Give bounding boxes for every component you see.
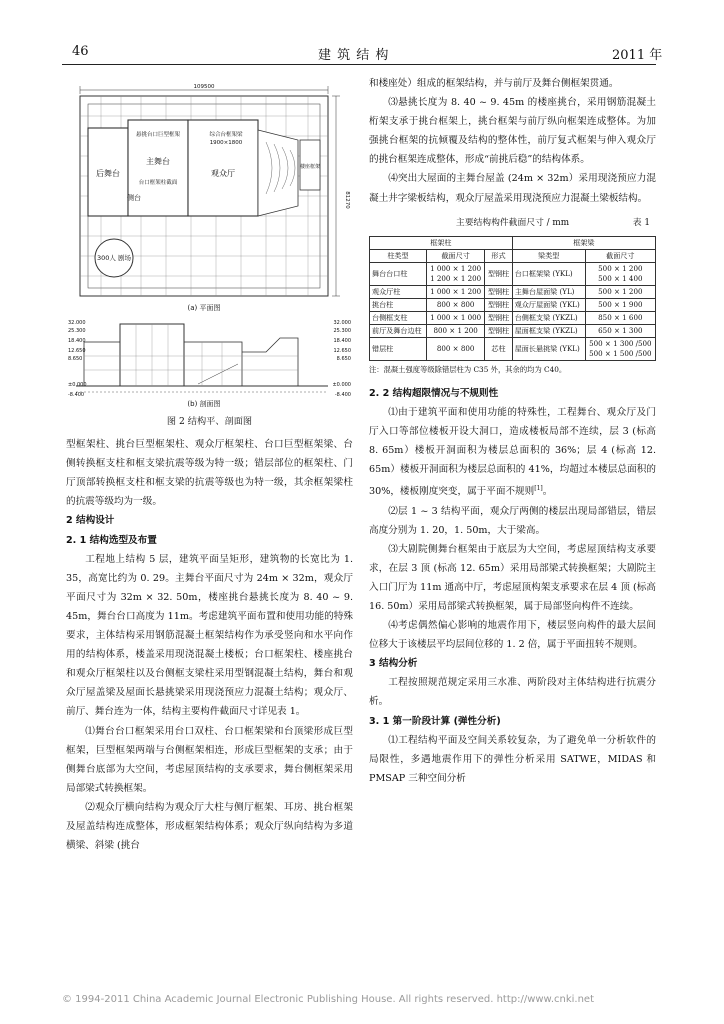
table-cell: 型钢柱	[485, 324, 512, 337]
table-number: 表 1	[632, 217, 650, 228]
table-row	[370, 324, 656, 337]
table-subheader-cell: 截面尺寸	[585, 249, 655, 262]
zone-grand-hall: 300人 剧场	[97, 254, 131, 262]
table-cell: 800 × 800	[426, 337, 484, 360]
plan-note-5: 楼座框架	[299, 164, 321, 170]
table-cell: 1 000 × 1 200	[426, 285, 484, 298]
structure-figure	[66, 80, 353, 410]
table-cell: 挑台柱	[370, 298, 427, 311]
table-cell: 台侧框支柱	[370, 311, 427, 324]
table-note: 注：混凝土强度等级除错层柱为 C35 外，其余的均为 C40。	[369, 364, 567, 374]
right-irr-1-ref: [1]	[534, 485, 543, 493]
table-title-row	[369, 214, 656, 233]
plan-note-3: 1900×1800	[209, 140, 243, 146]
plan-dim-height: 81270	[344, 191, 350, 209]
table-header-beams: 框架梁	[512, 236, 655, 249]
table-cell: 650 × 1 300	[585, 324, 655, 337]
right-para-cont: 和楼座处）组成的框架结构，并与前厅及舞台侧框架贯通。	[369, 78, 619, 89]
page-number: 46	[72, 44, 89, 59]
right-column	[369, 74, 656, 788]
zone-main-stage: 主舞台	[146, 157, 170, 166]
header-rule	[62, 64, 656, 65]
table-cell: 1 000 × 1 200 1 200 × 1 200	[426, 262, 484, 285]
section-level-left: -8.400	[68, 392, 85, 398]
table-subheader-cell: 柱类型	[370, 249, 427, 262]
left-column	[66, 74, 353, 855]
table-title: 主要结构构件截面尺寸 / mm	[455, 217, 570, 228]
section-view	[76, 324, 328, 392]
table-row	[370, 337, 656, 360]
table-cell: 台口框架梁 (YKL)	[512, 262, 585, 285]
plan-note-2: 综合台框架梁	[209, 132, 243, 138]
table-subheader-row	[370, 249, 656, 262]
left-item-1: ⑴舞台台口框架采用台口双柱、台口框架梁和台顶梁形成巨型框架，巨型框架两端与台侧框架相连，形成巨型框架的支承；由于侧舞台底部为大空间，考虑屋顶结构的支承要求，舞台侧框架采用局部梁式转换框架。	[66, 725, 353, 794]
table-row	[370, 298, 656, 311]
table-cell: 800 × 800	[426, 298, 484, 311]
section-level-left: 12.650	[68, 348, 86, 354]
table-cell: 错层柱	[370, 337, 427, 360]
section-level-left: 25.300	[68, 328, 86, 334]
right-irr-1-end: 。	[542, 486, 553, 498]
journal-title: 建 筑 结 构	[318, 48, 390, 63]
table-cell: 观众厅屋面梁 (YKL)	[512, 298, 585, 311]
plan-dim-width: 109500	[193, 84, 215, 90]
section-subcaption: (b) 剖面图	[187, 400, 221, 408]
right-irr-4: ⑷考虑偶然偏心影响的地震作用下，楼层竖向构件的最大层间位移大于该楼层平均层间位移的 1. 2 倍，属于平面扭转不规则。	[369, 620, 656, 651]
right-item-3-1: ⑴工程结构平面及空间关系较复杂，为了避免单一分析软件的局限性，多遇地震作用下的弹性分析采用 SATWE，MIDAS 和 PMSAP 三种空间分析	[369, 734, 656, 784]
section-level-right: ±0.000	[332, 382, 351, 388]
right-irr-1	[369, 403, 656, 502]
plan-note-4: 台口框架柱截面	[138, 180, 178, 186]
right-irr-2: ⑵层 1 ~ 3 结构平面，观众厅两侧的楼层出现局部错层，错层高度分别为 1. 20，1. 50m，大于梁高。	[369, 505, 656, 536]
table-cell: 型钢柱	[485, 298, 512, 311]
table-cell: 型钢柱	[485, 311, 512, 324]
section-level-right: 18.400	[333, 338, 351, 344]
table-cell: 前厅及舞台边柱	[370, 324, 427, 337]
section-3-1-heading: 3. 1 第一阶段计算 (弹性分析)	[369, 715, 501, 727]
section-level-right: 8.650	[336, 356, 351, 362]
zone-side-stage: 侧台	[127, 194, 141, 202]
table-row	[370, 311, 656, 324]
left-para-cont: 型框架柱、挑台巨型框架柱、观众厅框架柱、台口巨型框架梁、台侧转换框支柱和框支梁抗震等级为特一级；错层部位的框架柱、门厅顶部转换框支柱和框支梁的抗震等级也为特一级，其余框架梁柱的抗震等级均为一级。	[66, 439, 353, 508]
table-cell: 500 × 1 200	[585, 285, 655, 298]
table-cell: 台侧框支梁 (YKZL)	[512, 311, 585, 324]
table-row	[370, 262, 656, 285]
table-cell: 舞台台口柱	[370, 262, 427, 285]
section-3-heading: 3 结构分析	[369, 658, 418, 670]
section-level-left: ±0.000	[68, 382, 87, 388]
right-item-3: ⑶悬挑长度为 8. 40 ~ 9. 45m 的楼座挑台，采用钢筋混凝土桁架支承于挑台框架上，挑台框架与前厅纵向框架连成整体。为加强挑台框架的抗倾覆及结构的整体性，前厅复式框架与伸入观众厅的挑台框架连成整体，形成“前挑后稳”的结构体系。	[369, 97, 656, 166]
year: 2011 年	[612, 48, 663, 63]
table-subheader-cell: 形式	[485, 249, 512, 262]
section-level-left: 8.650	[68, 356, 83, 362]
left-item-2: ⑵观众厅横向结构为观众厅大柱与侧厅框架、耳房、挑台框架及屋盖结构连成整体，形成框架结构体系；观众厅纵向结构为多道横梁、斜梁 (挑台	[66, 801, 353, 852]
table-cell: 800 × 1 200	[426, 324, 484, 337]
table-cell: 500 × 1 200 500 × 1 400	[585, 262, 655, 285]
table-cell: 观众厅柱	[370, 285, 427, 298]
table-cell: 850 × 1 600	[585, 311, 655, 324]
left-para-1: 工程地上结构 5 层，建筑平面呈矩形，建筑物的长宽比为 1. 35，高宽比约为 0. 29。主舞台平面尺寸为 24m × 32m，观众厅平面尺寸为 32m × 32. 50m，楼座挑台悬挑长度为 8. 40 ~ 9. 45m，舞台台口高度为 11m。考虑建筑平面布置和使用功能的特殊要求，主体结构采用钢筋混凝土框架结构作为承受竖向和水平向作用的结构体系，楼盖采用现浇混凝土楼板；台口框架柱、楼座挑台和观众厅框架柱以及台侧框支梁柱采用型钢混凝土结构，舞台和观众厅屋盖梁及屋面长悬挑梁采用现浇预应力混凝土结构；观众厅、前厅、舞台连为一体，结构主要构件截面尺寸详见表 1。	[66, 553, 353, 718]
figure-caption: 图 2 结构平、剖面图	[166, 416, 253, 427]
section-size-table	[369, 236, 656, 361]
section-level-left: 32.000	[68, 320, 86, 326]
table-cell: 型钢柱	[485, 262, 512, 285]
zone-auditorium: 观众厅	[211, 169, 235, 178]
section-level-right: 32.000	[333, 320, 351, 326]
right-irr-1-text: ⑴由于建筑平面和使用功能的特殊性，工程舞台、观众厅及门厅入口等部位楼板开设大洞口，造成楼板局部不连续，层 3 (标高 8. 65m）楼板开洞面积为楼层总面积的 36%；层 4 (标高 12. 65m）楼板开洞面积为楼层总面积的 41%，均超过本楼层总面积的 30%，楼板刚度突变，属于平面不规则	[369, 406, 656, 498]
section-2-2-heading: 2. 2 结构超限情况与不规则性	[369, 387, 499, 399]
table-subheader-cell: 梁类型	[512, 249, 585, 262]
table-subheader-cell: 截面尺寸	[426, 249, 484, 262]
table-row	[370, 285, 656, 298]
plan-note-1: 悬挑台口巨型框架	[135, 132, 181, 138]
table-cell: 屋面框支梁 (YKZL)	[512, 324, 585, 337]
table-cell: 芯柱	[485, 337, 512, 360]
plan-view	[80, 86, 340, 296]
section-level-right: 25.300	[333, 328, 351, 334]
zone-rear-stage: 后舞台	[96, 169, 120, 178]
table-cell: 500 × 1 900	[585, 298, 655, 311]
table-header-columns: 框架柱	[370, 236, 513, 249]
table-cell: 500 × 1 300 /500 500 × 1 500 /500	[585, 337, 655, 360]
right-item-4: ⑷突出大屋面的主舞台屋盖 (24m × 32m）采用现浇预应力混凝土井字梁板结构，观众厅屋盖采用现浇预应力混凝土梁板结构。	[369, 173, 656, 204]
copyright-footer: © 1994-2011 China Academic Journal Electronic Publishing House. All rights reserved. http://www.cnki.net	[62, 994, 594, 1005]
plan-subcaption: (a) 平面图	[187, 304, 221, 312]
table-cell: 型钢柱	[485, 285, 512, 298]
right-para-3: 工程按照规范规定采用三水准、两阶段对主体结构进行抗震分析。	[369, 677, 656, 708]
table-cell: 屋面长悬挑梁 (YKL)	[512, 337, 585, 360]
section-level-left: 18.400	[68, 338, 86, 344]
table-cell: 主舞台屋面梁 (YL)	[512, 285, 585, 298]
section-2-1-heading: 2. 1 结构选型及布置	[66, 534, 157, 546]
section-2-heading: 2 结构设计	[66, 515, 115, 527]
section-level-right: -8.400	[334, 392, 351, 398]
table-cell: 1 000 × 1 000	[426, 311, 484, 324]
section-level-right: 12.650	[333, 348, 351, 354]
figure-drawing	[66, 80, 353, 410]
right-irr-3: ⑶大剧院侧舞台框架由于底层为大空间，考虑屋顶结构支承要求，在层 3 顶 (标高 12. 65m）采用局部梁式转换框架；大剧院主入口门厅为 11m 通高中厅，考虑屋顶构架支承要求在层 4 顶 (标高 16. 50m）采用局部梁式转换框架，属于局部竖向构件不连续。	[369, 543, 656, 612]
